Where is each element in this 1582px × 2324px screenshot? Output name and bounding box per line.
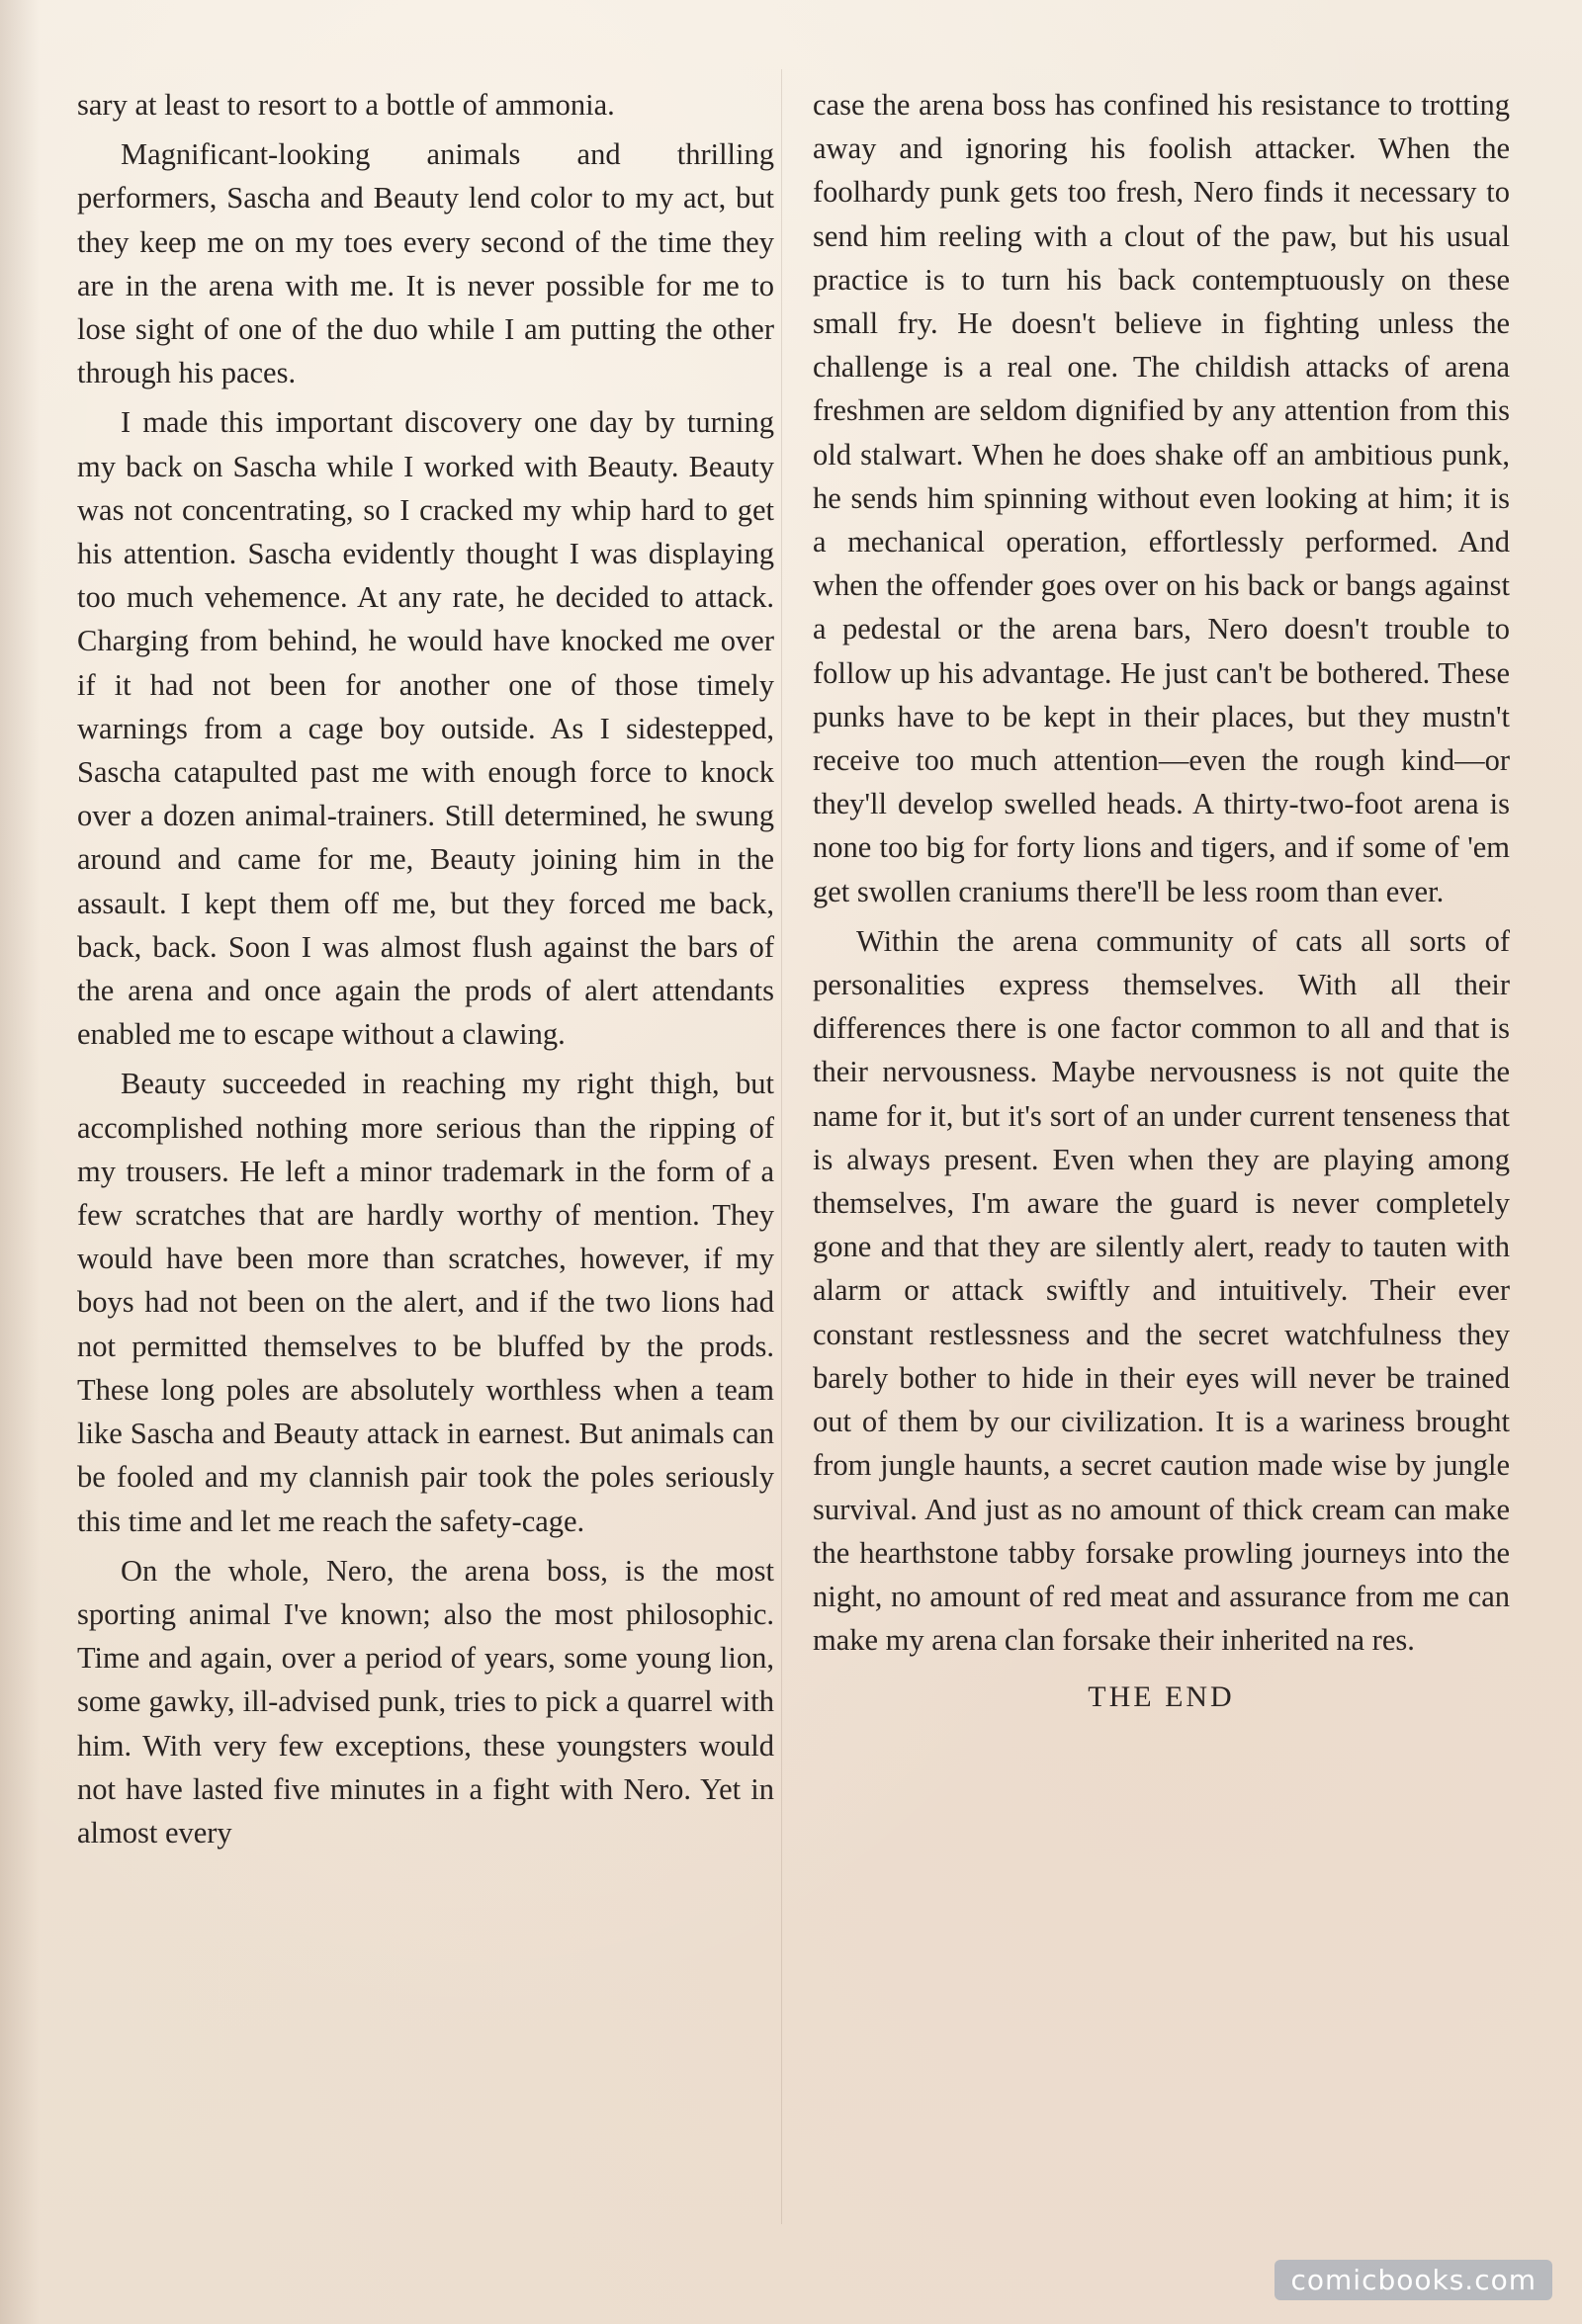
paragraph: On the whole, Nero, the arena boss, is the most sporting animal I've known; also the most philosophic. Time and again, over a period of years, some young lion, some gawky, ill-advised punk, tries to pick a quarrel with him. With very few exceptions, these youngsters would not have lasted five minutes in a fight with Nero. Yet in almost every [77, 1553, 774, 1850]
paragraph: Magnificant-looking animals and thrilling performers, Sascha and Beauty lend color to my act, but they keep me on my toes every second of the time they are in the arena with me. It is never possible for me to lose sight of one of the duo while I am putting the other through his paces. [77, 137, 774, 390]
left-column [77, 83, 774, 1860]
the-end-label: THE END [1088, 1680, 1235, 1714]
column-divider [781, 69, 782, 2224]
paragraph: Beauty succeeded in reaching my right thigh, but accomplished nothing more serious than the ripping of my trousers. He left a minor trademark in the form of a few scratches that are hardly worthy of mention. They would have been more than scratches, however, if my boys had not been on the alert, and if the two lions had not permitted themselves to be bluffed by the prods. These long poles are absolutely worthless when a team like Sascha and Beauty attack in earnest. But animals can be fooled and my clannish pair took the poles seriously this time and let me reach the safety-cage. [77, 1067, 774, 1538]
paragraph: case the arena boss has confined his resistance to trotting away and ignoring his foolish attacker. When the foolhardy punk gets too fresh, Nero finds it necessary to send him reeling with a clout of the paw, but his usual practice is to turn his back contemptuously on these small fry. He doesn't believe in fighting unless the challenge is a real one. The childish attacks of arena freshmen are seldom dignified by any attention from this old stalwart. When he does shake off an ambitious punk, he sends him spinning without even looking at him; it is a mechanical operation, effortlessly performed. And when the offender goes over on his back or bangs against a pedestal or the arena bars, Nero doesn't trouble to follow up his advantage. He just can't be bothered. These punks have to be kept in their places, but they mustn't receive too much attention—even the rough kind—or they'll develop swelled heads. A thirty-two-foot arena is none too big for forty lions and tigers, and if some of 'em get swollen craniums there'll be less room than ever. [813, 88, 1510, 908]
paragraph: sary at least to resort to a bottle of ammonia. [77, 88, 615, 122]
watermark: comicbooks.com [1274, 2260, 1552, 2300]
right-column [813, 83, 1510, 1726]
paragraph: I made this important discovery one day by turning my back on Sascha while I worked with Beauty. Beauty was not concentrating, so I cracked my whip hard to get his attention. Sascha evidently thought I was displaying too much vehemence. At any rate, he decided to attack. Charging from behind, he would have knocked me over if it had not been for another one of those timely warnings from a cage boy outside. As I sidestepped, Sascha catapulted past me with enough force to knock over a dozen animal-trainers. Still determined, he swung around and came for me, Beauty joining him in the assault. I kept them off me, but they forced me back, back, back. Soon I was almost flush against the bars of the arena and once again the prods of alert attendants enabled me to escape without a clawing. [77, 405, 774, 1052]
paragraph: Within the arena community of cats all sorts of personalities express themselves. With all their differences there is one factor common to all and that is their nervousness. Maybe nervousness is not quite the name for it, but it's sort of an under current tenseness that is always present. Even when they are playing among themselves, I'm aware the guard is never completely gone and that they are silently alert, ready to tauten with alarm or attack swiftly and intuitively. Their ever constant restlessness and the secret watchfulness they barely bother to hide in their eyes will never be trained out of them by our civilization. It is a wariness brought from jungle haunts, a secret caution made wise by jungle survival. And just as no amount of thick cream can make the hearthstone tabby forsake prowling journeys into the night, no amount of red meat and assurance from me can make my arena clan forsake their inherited na res. [813, 923, 1510, 1658]
